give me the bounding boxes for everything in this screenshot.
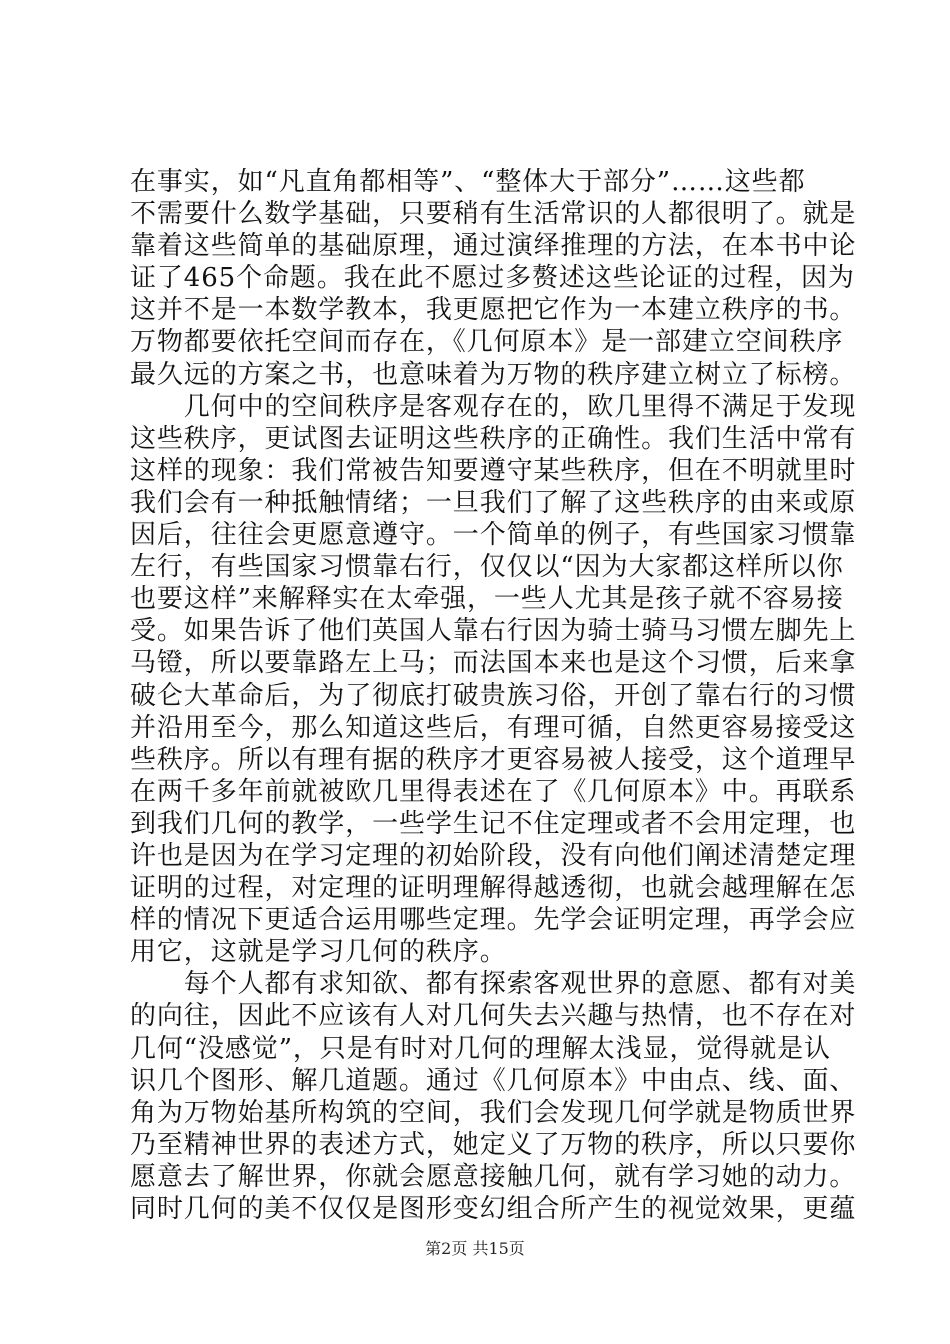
text-line: 样的情况下更适合运用哪些定理。先学会证明定理，再学会应 xyxy=(130,905,857,936)
text-line: 在两千多年前就被欧几里得表述在了《几何原本》中。再联系 xyxy=(130,776,857,807)
text-line: 在事实，如“凡直角都相等”、“整体大于部分”……这些都 xyxy=(130,167,806,197)
text-line: 我们会有一种抵触情绪；一旦我们了解了这些秩序的由来或原 xyxy=(130,487,857,518)
body-text xyxy=(130,166,857,1225)
text-line: 同时几何的美不仅仅是图形变幻组合所产生的视觉效果，更蕴 xyxy=(130,1194,857,1224)
page-number-footer: 第2页 共15页 xyxy=(425,1239,525,1258)
text-line: 证了465个命题。我在此不愿过多赘述这些论证的过程，因为 xyxy=(130,263,855,294)
text-line: 每个人都有求知欲、都有探索客观世界的意愿、都有对美 xyxy=(130,969,857,1000)
text-line: 愿意去了解世界，你就会愿意接触几何，就有学习她的动力。 xyxy=(130,1161,857,1192)
text-line: 破仑大革命后，为了彻底打破贵族习俗，开创了靠右行的习惯 xyxy=(130,680,857,711)
text-line: 许也是因为在学习定理的初始阶段，没有向他们阐述清楚定理 xyxy=(130,840,857,871)
text-line: 乃至精神世界的表述方式，她定义了万物的秩序，所以只要你 xyxy=(130,1129,857,1160)
text-line: 这并不是一本数学教本，我更愿把它作为一本建立秩序的书。 xyxy=(130,295,857,326)
text-line: 到我们几何的教学，一些学生记不住定理或者不会用定理，也 xyxy=(130,808,857,839)
text-line: 几何“没感觉”，只是有时对几何的理解太浅显，觉得就是认 xyxy=(130,1033,831,1064)
text-line: 几何中的空间秩序是客观存在的，欧几里得不满足于发现 xyxy=(130,391,857,422)
text-line: 受。如果告诉了他们英国人靠右行因为骑士骑马习惯左脚先上 xyxy=(130,616,857,647)
text-line: 证明的过程，对定理的证明理解得越透彻，也就会越理解在怎 xyxy=(130,873,857,904)
text-line: 角为万物始基所构筑的空间，我们会发现几何学就是物质世界 xyxy=(130,1097,857,1128)
text-line: 的向往，因此不应该有人对几何失去兴趣与热情，也不存在对 xyxy=(130,1001,857,1032)
text-line: 左行，有些国家习惯靠右行，仅仅以“因为大家都这样所以你 xyxy=(130,552,844,583)
text-line: 也要这样”来解释实在太牵强，一些人尤其是孩子就不容易接 xyxy=(130,584,844,615)
text-line: 并沿用至今，那么知道这些后，有理可循，自然更容易接受这 xyxy=(130,712,857,743)
text-line: 用它，这就是学习几何的秩序。 xyxy=(130,937,507,968)
text-line: 识几个图形、解几道题。通过《几何原本》中由点、线、面、 xyxy=(130,1065,857,1096)
text-line: 马镫，所以要靠路左上马；而法国本来也是这个习惯，后来拿 xyxy=(130,648,857,679)
text-line: 不需要什么数学基础，只要稍有生活常识的人都很明了。就是 xyxy=(130,199,857,230)
text-line: 靠着这些简单的基础原理，通过演绎推理的方法，在本书中论 xyxy=(130,231,857,262)
text-line: 万物都要依托空间而存在，《几何原本》是一部建立空间秩序 xyxy=(130,327,844,358)
text-line: 些秩序。所以有理有据的秩序才更容易被人接受，这个道理早 xyxy=(130,744,857,775)
text-line: 这样的现象：我们常被告知要遵守某些秩序，但在不明就里时 xyxy=(130,455,857,486)
text-line: 最久远的方案之书，也意味着为万物的秩序建立树立了标榜。 xyxy=(130,359,857,390)
text-line: 因后，往往会更愿意遵守。一个简单的例子，有些国家习惯靠 xyxy=(130,520,857,551)
text-line: 这些秩序，更试图去证明这些秩序的正确性。我们生活中常有 xyxy=(130,423,857,454)
